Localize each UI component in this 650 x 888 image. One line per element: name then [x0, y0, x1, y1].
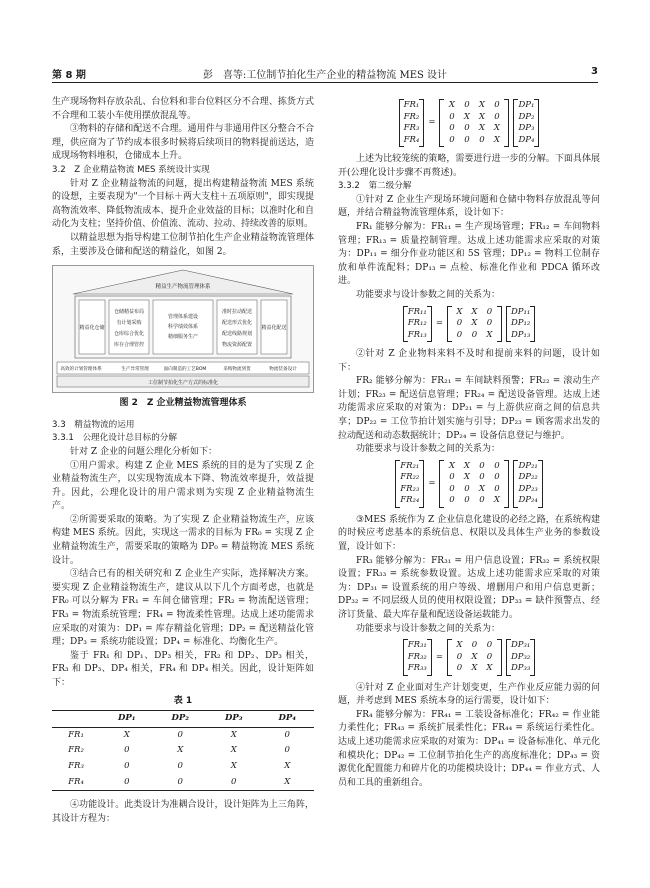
matrix-cell: X [478, 111, 485, 122]
c1-item: 库存合理管控 [113, 342, 145, 349]
matrix-cell: X [471, 306, 478, 317]
section-heading-3-3-1: 3.3.1 公理化设计总目标的分解 [52, 433, 177, 444]
fig-top-label: 精益生产物流管理体系 [155, 284, 211, 291]
section-heading-3-3: 3.3 精益物流的运用 [52, 419, 135, 430]
paragraph: ③物料的存储和配送不合理。通用件与非通用件区分整合不合理，供应商为了节约成本很多时候将后续项目的物料提前送达，造成现场物料堆积，仓储成本上升。 [52, 124, 314, 162]
design-matrix [439, 460, 509, 508]
matrix-cell: 0 [456, 329, 463, 340]
table-cell: 0 [284, 729, 290, 740]
fr-entry: FR₃₁ [407, 640, 427, 651]
issue-number: 第 8 期 [52, 70, 86, 81]
right-pillar-label: 精益化配送 [261, 325, 287, 332]
paragraph: 功能要求与设计参数之间的关系为： [356, 289, 501, 300]
paragraph: FR₂ 能够分解为：FR₂₁ = 车间缺料预警；FR₂₂ = 滚动生产计划；FR₂₃ = 配送信息管理；FR₂₄ = 配送设备管理。达成上述功能需求应采取的对策为：DP₂₁ = 与上游供应商之间的信息共享；DP₂₂ = 工位节拍计划实施与引导；DP₂₃ = 顾客需求出发的拉动配送和动态数据统计；DP₂₄ = 设备信息登记与维护。 [338, 376, 600, 441]
center-item: 精细服务生产 [167, 334, 199, 341]
paragraph: ②所需要采取的策略。为了实现 Z 企业精益物流生产，应该构建 MES 系统。因此，实现这一需求的目标为 FR₀ = 实现 Z 企业精益物流生产，需要采取的策略为 DP₀ = 精益物流 MES 系统设计。 [52, 514, 314, 566]
dp-entry: DP₂₄ [518, 495, 538, 506]
matrix-cell: X [486, 329, 493, 340]
fr-entry: FR₂₂ [400, 472, 420, 483]
dp-entry: DP₁₃ [510, 329, 531, 340]
matrix-cell: 0 [494, 472, 500, 483]
bottom-item: 采购物流到货 [223, 367, 251, 373]
matrix-cell: 0 [464, 123, 470, 133]
paragraph: 功能要求与设计参数之间的关系为： [356, 444, 501, 455]
design-matrix [439, 99, 509, 147]
matrix-cell: X [486, 663, 493, 674]
matrix-cell: X [478, 123, 485, 133]
table-title: 表 1 [173, 695, 193, 706]
bottom-item: 物流装备设计 [269, 367, 297, 373]
design-equation-2: FR₁₁ FR₁₂ FR₁₃ = X X 0 0 X 0 0 0 X DP₁₁ DP₁₂ DP₁₃ [338, 306, 600, 343]
center-item: 科学绩效体系 [167, 324, 199, 331]
matrix-cell: 0 [479, 495, 485, 506]
matrix-cell: X [463, 111, 470, 122]
table-header-cell: DP₄ [278, 713, 296, 724]
table-row [52, 759, 314, 775]
table-cell: X [230, 745, 237, 756]
dp-entry: DP₁ [518, 100, 535, 110]
table-header-cell: DP₃ [224, 713, 243, 724]
matrix-cell: 0 [449, 111, 455, 122]
design-matrix-table [52, 710, 314, 791]
matrix-cell: 0 [479, 134, 485, 145]
matrix-cell: X [463, 460, 470, 471]
page-number: 3 [591, 66, 598, 77]
dp-entry: DP₁₂ [510, 318, 531, 329]
matrix-cell: 0 [479, 472, 485, 483]
page-header [52, 62, 598, 83]
paragraph: 以精益思想为指导构建工位制节拍化生产企业精益物流管理体系，主要涉及仓储和配送的精益化，如图 2。 [52, 232, 314, 257]
matrix-cell: X [493, 123, 500, 133]
matrix-cell: 0 [486, 306, 493, 317]
dp-entry: DP₃₃ [510, 663, 531, 674]
paragraph: ③结合已有的相关研究和 Z 企业生产实际，选择解决方案。要实现 Z 企业精益物流生产，建议从以下几个方面考虑，也就是 FR₀ 可以分解为 FR₁ = 车间仓储管理；FR₂ = 物流配送管理；FR₃ = 物流系统管理；FR₄ = 物流柔性管理。达成上述功能需求应采取的对策为：DP₁ = 库存精益化管理；DP₂ = 配送精益化管理；DP₃ = 系统功能设置；DP₄ = 标准化、均衡化生产。 [52, 569, 314, 648]
c1-item: 有计划采购 [116, 320, 142, 327]
matrix-cell: 0 [479, 460, 485, 471]
paragraph: ④针对 Z 企业面对生产计划变更，生产作业反应能力弱的问题，并考虑到 MES 系统本身的运行需要，设计如下： [338, 682, 600, 707]
matrix-cell: 0 [464, 100, 470, 110]
c1-item: 仓库综合优化 [113, 331, 145, 338]
table-cell: X [123, 729, 130, 740]
table-header-cell [52, 711, 100, 728]
matrix-cell: X [478, 483, 485, 494]
bottom-item: 面向制造的工艺BOM [163, 367, 207, 373]
fr-entry: FR₃ [403, 123, 420, 133]
matrix-cell: 0 [456, 663, 463, 674]
table-cell: X [230, 760, 237, 771]
fr-entry: FR₂₃ [400, 483, 420, 494]
dp-entry: DP₂₃ [518, 483, 538, 494]
fr-entry: FR₁₃ [407, 329, 427, 340]
matrix-cell: 0 [456, 318, 463, 329]
fr-entry: FR₃₂ [407, 651, 427, 662]
table-cell: 0 [177, 760, 183, 771]
matrix-cell: 0 [464, 483, 470, 494]
table-cell: X [230, 729, 237, 740]
paragraph: ③MES 系统作为 Z 企业信息化建设的必经之路，在系统构建的时候应考虑基本的系统信息、权限以及具体生产业务的参数设置，设计如下： [338, 514, 600, 552]
matrix-cell: 0 [494, 483, 500, 494]
design-equation-1: FR₁ FR₂ FR₃ FR₄ = X 0 X 0 0 X X 0 0 0 X X 0 0 0 X DP₁ DP₂ DP₃ DP₄ [338, 99, 600, 147]
dp-entry: DP₃ [518, 123, 535, 133]
table-header-cell: DP₁ [118, 713, 136, 724]
fr-entry: FR₁₁ [407, 306, 427, 317]
matrix-cell: 0 [449, 134, 455, 145]
matrix-cell: X [448, 100, 455, 110]
fr-entry: FR₁ [403, 100, 420, 110]
section-heading-3-3-2: 3.3.2 第二级分解 [338, 181, 412, 192]
matrix-cell: 0 [486, 640, 493, 651]
left-pillar-label: 精益化仓储 [79, 325, 105, 332]
figure-caption: 图 2 Z 企业精益物流管理体系 [119, 398, 247, 409]
matrix-cell: 0 [449, 483, 455, 494]
matrix-cell: 0 [486, 651, 493, 662]
table-cell: FR₁ [68, 729, 84, 740]
paragraph: FR₁ 能够分解为：FR₁₁ = 生产现场管理；FR₁₂ = 车间物料管理；FR₁₃ = 质量控制管理。达成上述功能需求应采取的对策为：DP₁₁ = 细分作业功能区和 5S 管理；DP₁₂ = 物料工位制存放和单件流配料；DP₁₃ = 点检、标准化作业和 PDCA 循环改进。 [338, 221, 600, 287]
paragraph: 针对 Z 企业精益物流的问题，提出构建精益物流 MES 系统的设想，主要表现为"一个目标＋两大支柱＋五项原则"，即实现提高物流效率、降低物流成本、提升企业效益的目标；以准时化和自动化为支柱；坚持价值、价值流、流动、拉动、持续改善的原则。 [52, 178, 314, 230]
matrix-cell: X [471, 651, 478, 662]
dp-entry: DP₁₁ [510, 306, 531, 317]
table-cell: 0 [124, 760, 130, 771]
matrix-cell: 0 [471, 640, 478, 651]
matrix-cell: X [456, 306, 463, 317]
matrix-cell: 0 [471, 329, 478, 340]
matrix-cell: 0 [494, 100, 500, 110]
fr-vector [395, 460, 424, 508]
bottom-item: 高效的计划管理体系 [60, 367, 102, 373]
table-header-row [52, 711, 314, 728]
matrix-cell: 0 [464, 495, 470, 506]
paragraph: 针对 Z 企业的问题公理化分析如下： [70, 446, 217, 457]
table-cell: 0 [177, 776, 183, 787]
fr-entry: FR₃₃ [407, 663, 427, 674]
paragraph: ①针对 Z 企业生产现场环境问题和仓储中物料存放混乱等问题，并结合精益物流管理体系，设计如下： [338, 194, 600, 219]
paragraph: 功能要求与设计参数之间的关系为： [356, 623, 501, 634]
table-row [52, 743, 314, 759]
dp-entry: DP₂ [518, 111, 535, 122]
c3-item: 物流资源配置 [221, 342, 253, 349]
fr-entry: FR₂₁ [400, 460, 420, 471]
running-title: 彭 喜等:工位制节拍化生产企业的精益物流 MES 设计 [202, 70, 448, 81]
dp-entry: DP₃₁ [510, 640, 531, 651]
center-item: 管理体系建设 [167, 314, 199, 321]
c1-item: 仓储精益布局 [113, 309, 145, 316]
matrix-cell: 0 [486, 318, 493, 329]
matrix-cell: X [478, 100, 485, 110]
paragraph: ④功能设计。此类设计为准耦合设计，设计矩阵为上三角阵，其设计方程为： [52, 800, 314, 824]
matrix-cell: X [471, 663, 478, 674]
table-row [52, 775, 314, 791]
table-cell: 0 [124, 776, 130, 787]
design-matrix [447, 639, 502, 676]
matrix-cell: X [463, 472, 470, 483]
matrix-cell: 0 [464, 134, 470, 145]
dp-vector [513, 460, 542, 508]
bottom-item: 生产异常管理 [121, 367, 149, 373]
matrix-cell: X [471, 318, 478, 329]
table-cell: 0 [284, 745, 290, 756]
fr-entry: FR₁₂ [407, 318, 427, 329]
fr-entry: FR₂ [403, 111, 420, 122]
matrix-cell: 0 [494, 460, 500, 471]
table-cell: 0 [177, 729, 183, 740]
fr-vector [403, 306, 432, 343]
paragraph: FR₃ 能够分解为：FR₃₁ = 用户信息设置；FR₃₂ = 系统权限设置；FR₃₃ = 系统参数设置。达成上述功能需求应采取的对策为：DP₃₁ = 设置系统的用户等级、增删用户和用户信息更新；DP₃₂ = 不同层级人员的使用权限设置；DP₃₃ = 缺件预警点、经济订货量、最大库存量和配送设备运载能力。 [338, 555, 600, 620]
matrix-cell: X [493, 495, 500, 506]
fr-entry: FR₂₄ [400, 495, 420, 506]
table-cell: FR₃ [68, 760, 84, 771]
matrix-cell: 0 [449, 123, 455, 133]
table-cell: FR₄ [68, 776, 84, 787]
fr-vector [399, 99, 425, 147]
roof-shape [73, 270, 293, 294]
dp-entry: DP₄ [518, 134, 535, 145]
fr-entry: FR₄ [403, 134, 420, 145]
c3-item: 准时拉动配送 [221, 309, 253, 316]
table-row [52, 727, 314, 743]
matrix-cell: 0 [449, 495, 455, 506]
fig-base-label: 工位制节拍化生产方式的标准化 [147, 380, 219, 387]
matrix-cell: 0 [494, 111, 500, 122]
matrix-cell: 0 [456, 651, 463, 662]
design-equation-4: FR₃₁ FR₃₂ FR₃₃ = X 0 0 0 X 0 0 X X DP₃₁ DP₃₂ DP₃₃ [338, 639, 600, 676]
table-header-cell: DP₂ [171, 713, 189, 724]
dp-vector [513, 99, 539, 147]
paragraph: FR₄ 能够分解为：FR₄₁ = 工装设备标准化；FR₄₂ = 作业能力柔性化；FR₄₃ = 系统扩展柔性化；FR₄₄ = 系统运行柔性化。达成上述功能需求应采取的对策为：DP₄₁ = 设备标准化、单元化和模块化；DP₄₂ = 工位制节拍化生产的高度标准化；DP₄₃ = 资源优化配置能力和碎片化的功能模块设计；DP₄₄ = 作业方式、人员和工具的重新组合。 [338, 709, 600, 788]
paragraph: 生产现场物料存放杂乱、台位料和非台位料区分不合理、拣货方式不合理和工装小车使用摆放混乱等。 [52, 97, 314, 121]
c3-item: 配送形式优化 [221, 320, 253, 327]
paragraph: ②针对 Z 企业物料来料不及时和提前来料的问题，设计如下： [338, 349, 600, 373]
paragraph: 鉴于 FR₁ 和 DP₁、DP₃ 相关，FR₂ 和 DP₂、DP₃ 相关，FR₃ 和 DP₃、DP₄ 相关，FR₄ 和 DP₄ 相关。因此，设计矩阵如下： [52, 650, 314, 688]
table-cell: 0 [124, 745, 130, 756]
paragraph: ①用户需求。构建 Z 企业 MES 系统的目的是为了实现 Z 企业精益物流生产，以实现物流成本下降、物流效率提升，效益提升。因此，公理化设计的用户需求则为实现 Z 企业精益物流生产。 [52, 460, 314, 512]
table-cell: X [284, 760, 291, 771]
table-cell: 0 [231, 776, 237, 787]
table-cell: X [284, 776, 291, 787]
design-matrix [447, 306, 502, 343]
matrix-cell: 0 [449, 472, 455, 483]
matrix-cell: X [456, 640, 463, 651]
right-column [338, 96, 600, 790]
paragraph: 上述为比较笼统的策略，需要进行进一步的分解。下面具体展开(公理化设计步骤不再赘述)。 [338, 154, 600, 178]
section-heading-3-2: 3.2 Z 企业精益物流 MES 系统设计实现 [52, 164, 210, 175]
fr-vector [403, 639, 432, 676]
table-cell: X [177, 745, 184, 756]
dp-vector [506, 639, 535, 676]
left-column [52, 96, 314, 826]
matrix-cell: X [448, 460, 455, 471]
design-equation-3: FR₂₁ FR₂₂ FR₂₃ FR₂₄ = X X 0 0 0 X 0 0 0 0 X 0 0 0 0 X DP₂₁ DP₂₂ DP₂₃ DP₂₄ [338, 460, 600, 508]
dp-entry: DP₃₂ [510, 651, 531, 662]
figure-2 [52, 265, 314, 393]
matrix-cell: X [493, 134, 500, 145]
dp-vector [506, 306, 535, 343]
dp-entry: DP₂₂ [518, 472, 538, 483]
dp-entry: DP₂₁ [518, 460, 538, 471]
c3-item: 配送线路规划 [221, 331, 253, 338]
table-cell: FR₂ [68, 745, 84, 756]
